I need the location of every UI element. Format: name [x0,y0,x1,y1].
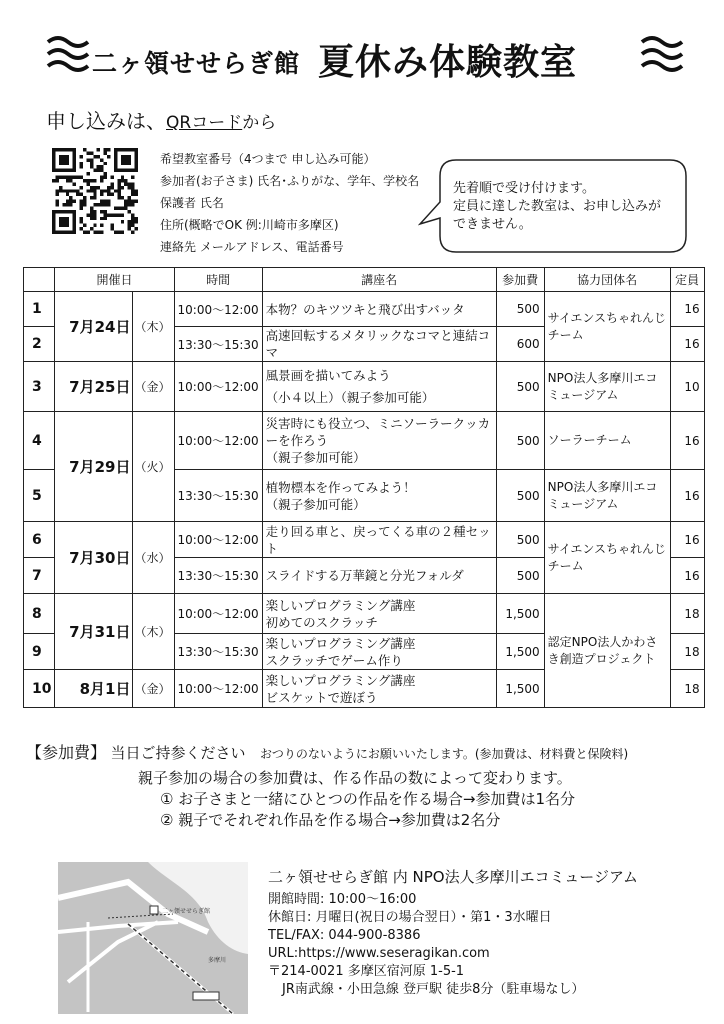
course-title: 本物？のキツツキと飛び出すバッタ [262,292,496,327]
date-cell: 7月30日 [55,522,133,594]
course-note: （小４以上）（親子参加可能） [265,390,435,405]
course-title: 楽しいプログラミング講座 [265,635,416,651]
course-title: 走り回る車と、戻ってくる車の２種セット [262,522,496,558]
fee-message: 当日ご持参ください [110,744,246,762]
venue-address: 〒214-0021 多摩区宿河原 1-5-1 [268,964,465,979]
form-fields-list [160,148,419,258]
fee-cell: 600 [496,327,544,362]
course-title-cell [262,412,496,470]
fee-note: おつりのないようにお願いいたします。(参加費は、材料費と保険料) [259,747,629,761]
capacity-cell: 16 [670,327,704,362]
time-cell: 10:00～12:00 [174,412,262,470]
course-title-cell [262,362,496,412]
capacity-cell: 18 [670,634,704,670]
capacity-cell: 16 [670,470,704,522]
org-cell: サイエンスちゃれんじチーム [544,522,670,594]
fee-cell: 500 [496,470,544,522]
fee-cell: 500 [496,412,544,470]
header-org: 協力団体名 [544,268,670,292]
fee-detail-line: ② 親子でそれぞれ作品を作る場合→参加費は2名分 [160,811,501,829]
venue-url[interactable]: URL:https://www.seseragikan.com [268,946,490,961]
row-number: 8 [24,594,55,634]
course-title-cell [262,670,496,708]
access-map[interactable] [58,862,248,1014]
date-cell: 8月1日 [55,670,133,708]
row-number: 5 [24,470,55,522]
venue-name: 二ヶ領せせらぎ館 内 NPO法人多摩川エコミュージアム [268,868,638,886]
weekday-cell: （水） [133,522,174,594]
title-main: 夏休み体験教室 [318,42,578,83]
org-cell: 認定NPO法人かわさき創造プロジェクト [544,594,670,708]
course-note: スクラッチでゲーム作り [265,652,403,668]
time-cell: 10:00～12:00 [174,522,262,558]
qr-code[interactable] [52,148,138,234]
title-venue: 二ヶ領せせらぎ館 [92,49,301,78]
fee-detail-line: 親子参加の場合の参加費は、作る作品の数によって変わります。 [138,769,572,787]
wave-right-icon [640,32,686,76]
fee-details [138,768,575,831]
course-title: 楽しいプログラミング講座 [265,597,416,613]
weekday-cell: （火） [133,412,174,522]
org-cell: ソーラーチーム [544,412,670,470]
fee-heading: 【参加費】 [26,743,107,762]
table-row [24,412,705,470]
course-title-cell [262,470,496,522]
map-label-river: 多摩川 [208,957,227,964]
fee-cell: 1,500 [496,594,544,634]
capacity-cell: 16 [670,412,704,470]
capacity-cell: 16 [670,292,704,327]
org-cell: NPO法人多摩川エコミュージアム [544,470,670,522]
notice-line-2: 定員に達した教室は、お申し込みができません。 [453,199,662,232]
date-cell: 7月24日 [55,292,133,362]
time-cell: 13:30～15:30 [174,470,262,522]
header-time: 時間 [174,268,262,292]
course-title: 風景画を描いてみよう [265,368,391,383]
time-cell: 10:00～12:00 [174,292,262,327]
capacity-cell: 16 [670,522,704,558]
wave-left-icon [44,32,90,76]
fee-cell: 500 [496,558,544,594]
table-header-row [24,268,705,292]
apply-prefix: 申し込みは、 [46,109,166,133]
row-number: 3 [24,362,55,412]
fee-cell: 1,500 [496,634,544,670]
fee-section [26,740,628,763]
org-cell: NPO法人多摩川エコミュージアム [544,362,670,412]
weekday-cell: （木） [133,292,174,362]
header-no [24,268,55,292]
notice-line-1: 先着順で受け付けます。 [453,181,595,196]
venue-tel: TEL/FAX: 044-900-8386 [268,928,421,943]
field-class-number: 希望教室番号（4つまで 申し込み可能） [160,152,376,166]
course-title: スライドする万華鏡と分光フォルダ [262,558,496,594]
org-cell: サイエンスちゃれんじチーム [544,292,670,362]
venue-access: JR南武線・小田急線 登戸駅 徒歩8分（駐車場なし） [282,982,585,997]
page-title [0,26,724,86]
date-cell: 7月25日 [55,362,133,412]
apply-suffix: から [242,113,277,133]
fee-cell: 500 [496,362,544,412]
time-cell: 10:00～12:00 [174,362,262,412]
header-date: 開催日 [55,268,174,292]
course-title: 楽しいプログラミング講座 [265,672,416,688]
apply-line [46,105,276,134]
map-label-building: 二ヶ領せせらぎ館 [162,908,211,915]
field-guardian: 保護者 氏名 [160,196,224,210]
date-cell: 7月31日 [55,594,133,670]
qr-link[interactable]: QRコード [166,113,243,133]
course-note: （親子参加可能） [265,450,366,465]
time-cell: 13:30～15:30 [174,558,262,594]
fee-cell: 1,500 [496,670,544,708]
course-title: 高速回転するメタリックなコマと連結コマ [262,327,496,362]
course-title: 災害時にも役立つ、ミニソーラークッカーを作ろう [265,416,491,448]
course-note: （親子参加可能） [265,496,366,512]
table-row [24,362,705,412]
weekday-cell: （金） [133,362,174,412]
time-cell: 10:00～12:00 [174,670,262,708]
notice-text [453,180,673,234]
fee-detail-line: ① お子さまと一緒にひとつの作品を作る場合→参加費は1名分 [160,790,576,808]
schedule-table [23,267,705,708]
row-number: 1 [24,292,55,327]
header-capacity: 定員 [670,268,704,292]
date-cell: 7月29日 [55,412,133,522]
row-number: 4 [24,412,55,470]
venue-hours: 開館時間: 10:00～16:00 [268,892,417,907]
field-contact: 連絡先 メールアドレス、電話番号 [160,240,344,254]
capacity-cell: 18 [670,670,704,708]
row-number: 7 [24,558,55,594]
capacity-cell: 16 [670,558,704,594]
row-number: 2 [24,327,55,362]
capacity-cell: 10 [670,362,704,412]
time-cell: 13:30～15:30 [174,327,262,362]
weekday-cell: （木） [133,594,174,670]
fee-cell: 500 [496,292,544,327]
row-number: 9 [24,634,55,670]
weekday-cell: （金） [133,670,174,708]
table-row [24,594,705,634]
field-address: 住所(概略でOK 例:川崎市多摩区) [160,218,339,232]
venue-info [268,866,638,999]
row-number: 10 [24,670,55,708]
table-row [24,522,705,558]
capacity-cell: 18 [670,594,704,634]
field-participant: 参加者(お子さま) 氏名･ふりがな、学年、学校名 [160,174,420,188]
course-note: 初めてのスクラッチ [265,614,378,630]
course-note: ビスケットで遊ぼう [265,689,378,705]
fee-cell: 500 [496,522,544,558]
header-fee: 参加費 [496,268,544,292]
course-title: 植物標本を作ってみよう！ [265,479,416,495]
venue-closed: 休館日: 月曜日(祝日の場合翌日）・第1・3水曜日 [268,910,552,925]
row-number: 6 [24,522,55,558]
time-cell: 13:30～15:30 [174,634,262,670]
time-cell: 10:00～12:00 [174,594,262,634]
course-title-cell [262,594,496,634]
table-row [24,292,705,327]
course-title-cell [262,634,496,670]
header-course: 講座名 [262,268,496,292]
